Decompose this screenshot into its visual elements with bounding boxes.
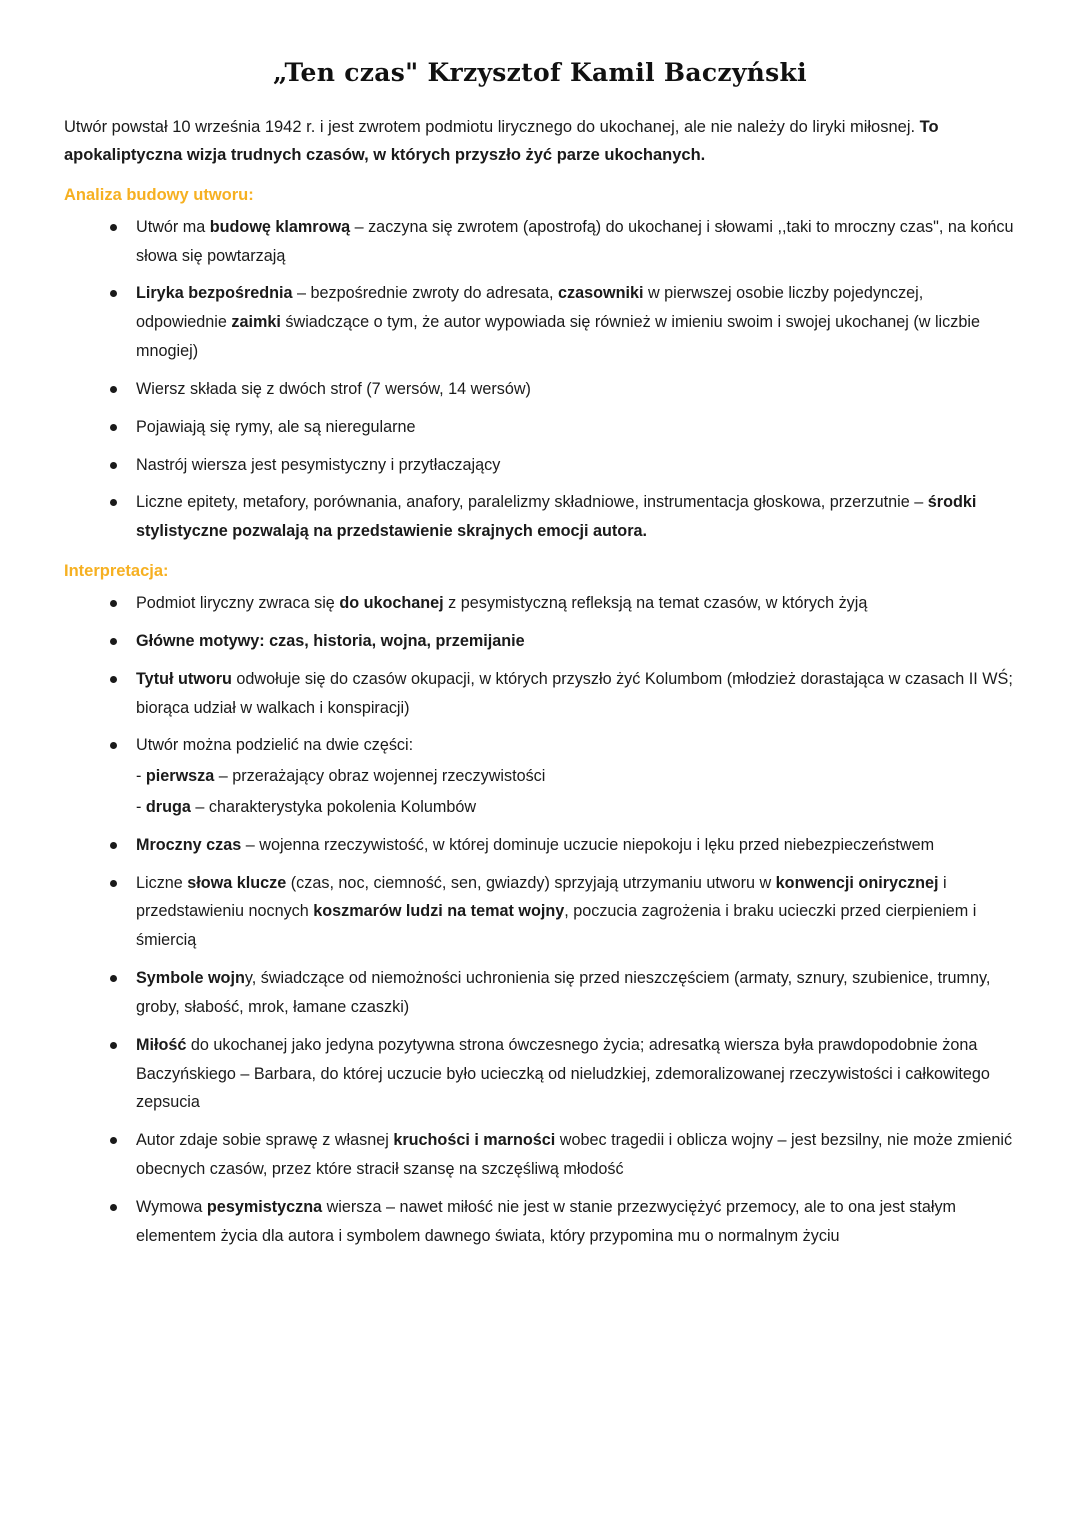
list-item bbox=[102, 869, 1016, 955]
text-run: – wojenna rzeczywistość, w której dominuje uczucie niepokoju i lęku przed niebezpieczeństwem bbox=[241, 835, 935, 854]
sections-container bbox=[64, 186, 1016, 1251]
text-run: , poczucia zagrożenia i braku ucieczki przed cierpieniem i śmiercią bbox=[136, 902, 977, 950]
text-run: wiersza – nawet miłość nie jest w stanie przezwyciężyć przemocy, ale to ona jest stałym elementem życia dla autora i symbolem dawnego świata, który przypomina mu o normalnym życiu bbox=[136, 1197, 957, 1245]
text-run: świadczące o tym, że autor wypowiada się również w imieniu swoim i swojej ukochanej (w liczbie mnogiej) bbox=[136, 313, 980, 361]
intro-paragraph bbox=[64, 113, 1016, 170]
text-emphasis: do ukochanej bbox=[339, 594, 444, 613]
text-run: z pesymistyczną refleksją na temat czasów, w których żyją bbox=[443, 594, 868, 613]
list-item bbox=[102, 1126, 1016, 1184]
list-item bbox=[102, 1031, 1016, 1117]
text-emphasis: zaimki bbox=[231, 313, 281, 332]
text-emphasis: koszmarów ludzi na temat wojny bbox=[313, 902, 565, 921]
text-emphasis: druga bbox=[145, 798, 191, 816]
text-run: Pojawiają się rymy, ale są nieregularne bbox=[136, 417, 416, 436]
text-run: do ukochanej jako jedyna pozytywna strona ówczesnego życia; adresatką wiersza była prawdopodobnie żona Baczyńskiego – Barbara, do której uczucie było ucieczką od nieludzkiej, zdemoralizowanej rzeczywistości i całkowitego zepsucia bbox=[136, 1035, 990, 1112]
text-run: odwołuje się do czasów okupacji, w których przyszło żyć Kolumbom (młodzież dorastająca w czasach II WŚ; biorąca udział w walkach i konspiracji) bbox=[136, 669, 1013, 717]
text-run: - bbox=[136, 767, 146, 786]
text-emphasis: Symbole wojn bbox=[136, 969, 245, 988]
text-run: Liczne bbox=[136, 873, 188, 892]
list-item bbox=[102, 279, 1016, 365]
text-run: Wymowa bbox=[136, 1197, 207, 1216]
list-item bbox=[102, 375, 1016, 404]
list-item bbox=[102, 731, 1016, 821]
list-item bbox=[102, 1193, 1016, 1251]
text-emphasis: Miłość bbox=[136, 1035, 187, 1054]
list-item bbox=[102, 831, 1016, 860]
text-run: - bbox=[136, 798, 146, 816]
section-heading: Analiza budowy utworu: bbox=[64, 185, 254, 204]
text-emphasis: pesymistyczna bbox=[206, 1197, 323, 1216]
text-run: Utwór ma bbox=[136, 217, 210, 236]
text-emphasis: pierwsza bbox=[145, 767, 215, 786]
text-emphasis: środki stylistyczne pozwalają na przedstawienie skrajnych emocji autora. bbox=[136, 493, 977, 541]
list-item bbox=[102, 665, 1016, 723]
text-run: Nastrój wiersza jest pesymistyczny i przytłaczający bbox=[136, 455, 501, 474]
text-emphasis: Tytuł utworu bbox=[136, 669, 232, 688]
list-item bbox=[102, 413, 1016, 442]
list-subline bbox=[136, 793, 1016, 822]
text-run: – charakterystyka pokolenia Kolumbów bbox=[190, 798, 477, 816]
text-emphasis: budowę klamrową bbox=[209, 217, 351, 236]
page-title: „Ten czas" Krzysztof Kamil Baczyński bbox=[273, 58, 807, 87]
text-run: wobec tragedii i oblicza wojny – jest bezsilny, nie może zmienić obecnych czasów, przez które stracił szansę na szczęśliwą młodość bbox=[136, 1131, 1013, 1179]
text-run: (czas, noc, ciemność, sen, gwiazdy) sprzyjają utrzymaniu utworu w bbox=[286, 873, 776, 892]
text-run: y, świadczące od niemożności uchronienia się przed nieszczęściem (armaty, sznury, szubienice, trumny, groby, słabość, mrok, łamane czaszki) bbox=[136, 969, 991, 1016]
text-run: – przerażający obraz wojennej rzeczywistości bbox=[214, 767, 546, 786]
text-emphasis: Liryka bezpośrednia bbox=[136, 284, 293, 303]
text-emphasis: Główne motywy: czas, historia, wojna, przemijanie bbox=[136, 631, 525, 650]
text-emphasis: Mroczny czas bbox=[136, 835, 242, 854]
list-item bbox=[102, 627, 1016, 656]
text-emphasis: słowa klucze bbox=[187, 873, 287, 892]
list-item bbox=[102, 964, 1016, 1022]
text-run: i przedstawieniu nocnych bbox=[136, 873, 947, 921]
list-item bbox=[102, 488, 1016, 546]
text-emphasis: czasowniki bbox=[558, 284, 644, 303]
list-item bbox=[102, 451, 1016, 480]
text-run: Utwór można podzielić na dwie części: bbox=[136, 736, 414, 755]
text-run: Wiersz składa się z dwóch strof (7 wersów, 14 wersów) bbox=[136, 379, 531, 398]
text-run: w pierwszej osobie liczby pojedynczej, odpowiednie bbox=[136, 284, 924, 332]
bullet-list bbox=[64, 589, 1016, 1251]
text-run: – zaczyna się zwrotem (apostrofą) do ukochanej i słowami ,,taki to mroczny czas", na końcu słowa się powtarzają bbox=[136, 217, 1014, 265]
list-item bbox=[102, 213, 1016, 271]
text-run: Podmiot liryczny zwraca się bbox=[136, 594, 340, 613]
list-item bbox=[102, 589, 1016, 618]
bullet-list bbox=[64, 213, 1016, 546]
section-heading: Interpretacja: bbox=[64, 562, 169, 581]
intro-text-plain: Utwór powstał 10 września 1942 r. i jest zwrotem podmiotu lirycznego do ukochanej, ale nie należy do liryki miłosnej. bbox=[64, 118, 920, 136]
text-emphasis: konwencji onirycznej bbox=[775, 873, 939, 892]
text-run: Autor zdaje sobie sprawę z własnej bbox=[136, 1131, 394, 1150]
list-subline bbox=[136, 762, 1016, 791]
text-run: Liczne epitety, metafory, porównania, anafory, paralelizmy składniowe, instrumentacja głoskowa, przerzutnie – bbox=[136, 493, 928, 512]
text-run: – bezpośrednie zwroty do adresata, bbox=[292, 284, 558, 303]
intro-text-bold: To apokaliptyczna wizja trudnych czasów, w których przyszło żyć parze ukochanych. bbox=[64, 118, 939, 165]
text-emphasis: kruchości i marności bbox=[393, 1131, 556, 1150]
